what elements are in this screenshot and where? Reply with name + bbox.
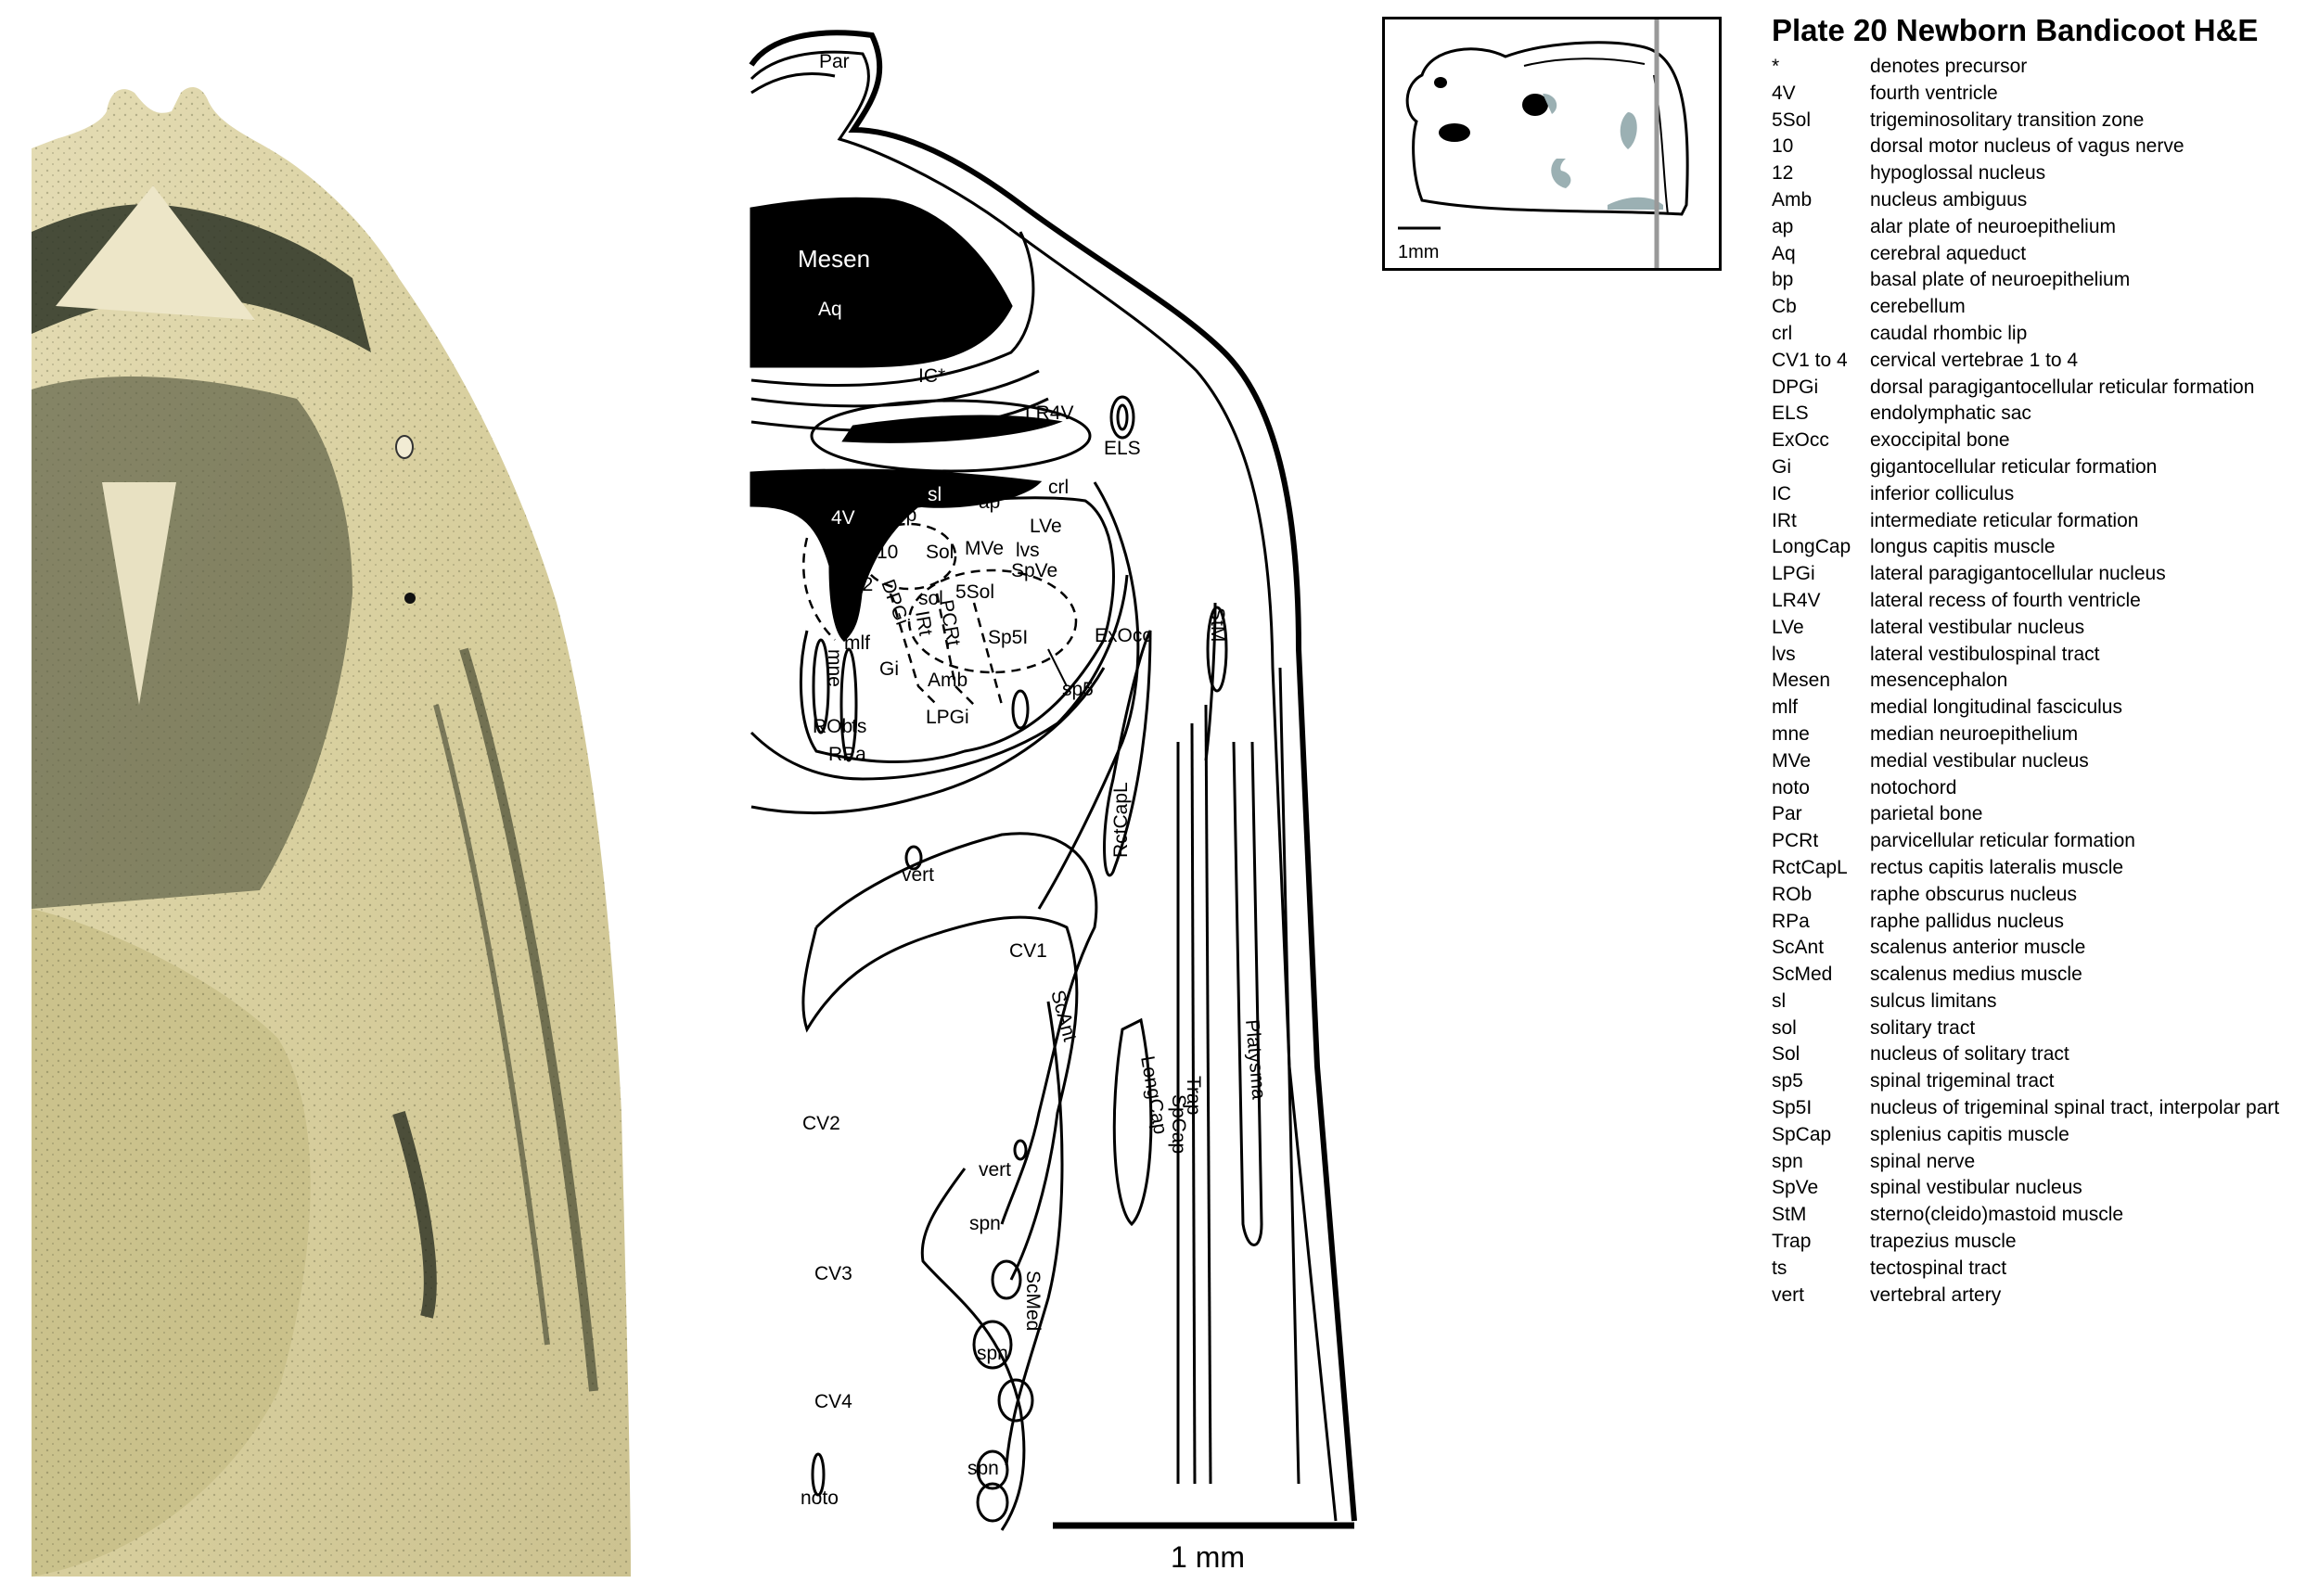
legend-abbreviation: ROb (1772, 883, 1813, 905)
legend-row (1772, 1068, 2310, 1095)
legend-row (1772, 348, 2310, 375)
legend-abbreviation: * (1772, 56, 1780, 77)
legend-row (1772, 54, 2310, 81)
legend-definition: alar plate of neuroepithelium (1870, 215, 2117, 237)
label-lpgi: LPGi (926, 707, 969, 728)
legend-row (1772, 401, 2310, 428)
label-els: ELS (1104, 438, 1141, 459)
legend-abbreviation: IRt (1772, 509, 1797, 531)
legend-abbreviation: spn (1772, 1150, 1803, 1172)
label-lr4v: LR4V (1025, 402, 1074, 424)
legend-row (1772, 134, 2310, 160)
legend-abbreviation: lvs (1772, 643, 1796, 665)
legend-definition: medial vestibular nucleus (1870, 749, 2089, 772)
legend-abbreviation: Aq (1772, 242, 1796, 264)
legend-row (1772, 1229, 2310, 1256)
legend-definition: lateral vestibulospinal tract (1870, 643, 2100, 665)
legend-definition: caudal rhombic lip (1870, 322, 2028, 344)
label-exocc: ExOcc (1095, 625, 1152, 646)
label-cv2: CV2 (802, 1113, 840, 1134)
legend-row (1772, 615, 2310, 642)
legend-definition: median neuroepithelium (1870, 722, 2079, 745)
label-lve: LVe (1030, 516, 1062, 537)
legend-definition: inferior colliculus (1870, 482, 2015, 504)
label-12: 12 (852, 574, 874, 595)
label-spn-2: spn (977, 1343, 1008, 1364)
legend-definition: dorsal motor nucleus of vagus nerve (1870, 135, 2184, 158)
legend-abbreviation: sol (1772, 1016, 1797, 1039)
legend-definition: spinal trigeminal tract (1870, 1070, 2055, 1092)
legend-row (1772, 508, 2310, 535)
legend-abbreviation: LongCap (1772, 536, 1851, 558)
legend-definition: dorsal paragigantocellular reticular formation (1870, 376, 2255, 398)
legend-row (1772, 321, 2310, 348)
legend-definition: vertebral artery (1870, 1283, 2002, 1306)
label-spcap: SpCap (1168, 1094, 1189, 1155)
legend-row (1772, 1015, 2310, 1042)
label-vert-bottom: vert (979, 1159, 1012, 1181)
legend-abbreviation: IC (1772, 482, 1791, 504)
label-5sol: 5Sol (955, 581, 995, 603)
legend-definition: fourth ventricle (1870, 82, 1998, 104)
legend-row (1772, 695, 2310, 721)
inset-head-sketch (1385, 19, 1719, 268)
legend-definition: hypoglossal nucleus (1870, 162, 2046, 185)
label-par: Par (819, 51, 850, 72)
legend-row (1772, 534, 2310, 561)
legend-abbreviation: ScAnt (1772, 937, 1825, 959)
legend-abbreviation: ExOcc (1772, 429, 1829, 452)
label-bp: bp (895, 504, 917, 526)
legend-row (1772, 1095, 2310, 1122)
legend-definition: nucleus of solitary tract (1870, 1043, 2069, 1066)
legend-definition: splenius capitis muscle (1870, 1123, 2069, 1145)
legend-row (1772, 1041, 2310, 1068)
legend-row (1772, 775, 2310, 802)
legend-row (1772, 1122, 2310, 1149)
legend-abbreviation: Sp5I (1772, 1097, 1813, 1119)
legend-abbreviation: bp (1772, 269, 1794, 291)
legend-abbreviation: Trap (1772, 1231, 1812, 1253)
label-sp5i: Sp5I (988, 627, 1029, 648)
label-cv1: CV1 (1009, 940, 1047, 962)
label-trap: Trap (1183, 1076, 1204, 1116)
legend-abbreviation: ScMed (1772, 964, 1833, 986)
legend-definition: notochord (1870, 776, 1957, 798)
legend-row (1772, 1149, 2310, 1176)
label-dpgi: DPGi (877, 576, 914, 628)
label-aq: Aq (818, 299, 842, 320)
legend-definition: spinal nerve (1870, 1150, 1976, 1172)
label-cv3: CV3 (814, 1263, 852, 1284)
legend-row (1772, 294, 2310, 321)
legend-row (1772, 561, 2310, 588)
label-spn-1: spn (969, 1213, 1001, 1234)
legend-row (1772, 160, 2310, 187)
legend-row (1772, 1175, 2310, 1202)
legend-row (1772, 1202, 2310, 1229)
legend-row (1772, 935, 2310, 962)
legend-row (1772, 642, 2310, 669)
legend-abbreviation: StM (1772, 1204, 1807, 1226)
label-stm: StM (1207, 607, 1228, 643)
label-spn-3: spn (967, 1458, 999, 1479)
label-vert-top: vert (902, 864, 935, 886)
legend-abbreviation: Sol (1772, 1043, 1800, 1066)
legend-row (1772, 214, 2310, 241)
legend-abbreviation: SpCap (1772, 1123, 1832, 1145)
legend-abbreviation: 10 (1772, 135, 1794, 158)
legend-definition: sulcus limitans (1870, 990, 1997, 1012)
label-mesen: Mesen (798, 245, 871, 273)
legend-abbreviation: mne (1772, 722, 1810, 745)
legend-row (1772, 721, 2310, 748)
label-pcrt: PCRt (935, 597, 965, 648)
legend-definition: medial longitudinal fasciculus (1870, 696, 2122, 719)
orientation-inset (1382, 17, 1722, 271)
label-scmed: ScMed (1022, 1270, 1044, 1332)
legend-abbreviation: PCRt (1772, 830, 1819, 852)
legend-abbreviation: RctCapL (1772, 856, 1848, 878)
legend-abbreviation: CV1 to 4 (1772, 349, 1848, 371)
label-longcap: LongCap (1136, 1053, 1172, 1136)
legend-abbreviation: ap (1772, 215, 1794, 237)
legend-definition: cerebral aqueduct (1870, 242, 2027, 264)
legend-abbreviation: ts (1772, 1257, 1787, 1279)
label-10: 10 (877, 542, 899, 563)
label-platysma: Platysma (1241, 1018, 1270, 1101)
legend-abbreviation: 12 (1772, 162, 1794, 185)
label-rpa: RPa (828, 744, 866, 765)
label-sp5: sp5 (1062, 679, 1094, 700)
legend-row (1772, 481, 2310, 508)
label-rob: ROb (813, 716, 853, 737)
legend-row (1772, 187, 2310, 214)
label-mlf: mlf (844, 632, 870, 654)
label-ic-bottom: IC* (918, 365, 946, 387)
label-crl: crl (1048, 477, 1070, 498)
legend-definition: raphe pallidus nucleus (1870, 910, 2064, 932)
legend-definition: cervical vertebrae 1 to 4 (1870, 349, 2079, 371)
legend-row (1772, 668, 2310, 695)
legend-definition: mesencephalon (1870, 670, 2008, 692)
legend-definition: scalenus anterior muscle (1870, 937, 2086, 959)
label-mve: MVe (965, 538, 1005, 559)
legend-abbreviation: 4V (1772, 82, 1796, 104)
label-gi: Gi (879, 658, 899, 680)
legend-abbreviation: Par (1772, 803, 1802, 825)
legend-definition: nucleus ambiguus (1870, 188, 2028, 211)
label-amb: Amb (928, 670, 968, 691)
label-sl: sl (928, 484, 942, 505)
legend-row (1772, 855, 2310, 882)
label-ts: ts (852, 716, 867, 737)
legend-definition: lateral paragigantocellular nucleus (1870, 563, 2166, 585)
legend-definition: endolymphatic sac (1870, 402, 2031, 425)
legend-definition: cerebellum (1870, 296, 1966, 318)
legend-abbreviation: vert (1772, 1283, 1805, 1306)
legend-row (1772, 748, 2310, 775)
legend-abbreviation: Cb (1772, 296, 1797, 318)
label-scant: ScAnt (1046, 988, 1081, 1044)
legend-abbreviation: MVe (1772, 749, 1812, 772)
legend-abbreviation: LPGi (1772, 563, 1815, 585)
legend-row (1772, 81, 2310, 108)
inset-scale-label: 1mm (1398, 242, 1440, 262)
legend-definition: raphe obscurus nucleus (1870, 883, 2077, 905)
legend-definition: denotes precursor (1870, 56, 2028, 77)
legend-row (1772, 828, 2310, 855)
label-ic-top: IC* (932, 245, 960, 266)
legend-row (1772, 428, 2310, 454)
legend-definition: nucleus of trigeminal spinal tract, interpolar part (1870, 1097, 2280, 1119)
label-cb: Cb* (944, 415, 978, 436)
label-spve: SpVe (1011, 560, 1058, 581)
legend-abbreviation: ELS (1772, 402, 1809, 425)
legend-row (1772, 454, 2310, 481)
legend-abbreviation: mlf (1772, 696, 1798, 719)
label-lvs: lvs (1016, 540, 1040, 561)
label-sol-nucleus: Sol (926, 542, 955, 563)
abbreviation-legend (1772, 13, 2310, 1309)
label-rctcapl: RctCapL (1110, 782, 1132, 858)
legend-abbreviation: RPa (1772, 910, 1810, 932)
legend-row (1772, 1283, 2310, 1309)
legend-row (1772, 108, 2310, 134)
legend-definition: parietal bone (1870, 803, 1983, 825)
legend-definition: gigantocellular reticular formation (1870, 455, 2158, 478)
label-noto: noto (801, 1487, 839, 1509)
legend-abbreviation: noto (1772, 776, 1810, 798)
legend-definition: intermediate reticular formation (1870, 509, 2139, 531)
label-cv4: CV4 (814, 1391, 852, 1412)
scale-bar-label: 1 mm (1171, 1540, 1245, 1574)
label-sol-tract: sol (918, 588, 943, 609)
label-4v: 4V (831, 507, 855, 529)
legend-definition: lateral recess of fourth ventricle (1870, 589, 2141, 611)
legend-abbreviation: DPGi (1772, 376, 1819, 398)
legend-row (1772, 375, 2310, 402)
legend-definition: rectus capitis lateralis muscle (1870, 856, 2124, 878)
legend-abbreviation: Amb (1772, 188, 1813, 211)
legend-definition: sterno(cleido)mastoid muscle (1870, 1204, 2124, 1226)
legend-row (1772, 801, 2310, 828)
legend-definition: trapezius muscle (1870, 1231, 2017, 1253)
legend-abbreviation: Mesen (1772, 670, 1831, 692)
legend-definition: solitary tract (1870, 1016, 1976, 1039)
legend-definition: basal plate of neuroepithelium (1870, 269, 2131, 291)
legend-abbreviation: Gi (1772, 455, 1791, 478)
legend-abbreviation: sp5 (1772, 1070, 1803, 1092)
legend-definition: tectospinal tract (1870, 1257, 2007, 1279)
legend-list (1772, 54, 2310, 1309)
legend-row (1772, 1256, 2310, 1283)
legend-abbreviation: SpVe (1772, 1177, 1819, 1199)
legend-definition: spinal vestibular nucleus (1870, 1177, 2082, 1199)
legend-row (1772, 588, 2310, 615)
legend-definition: parvicellular reticular formation (1870, 830, 2135, 852)
label-irt: IRt (911, 608, 937, 638)
legend-row (1772, 909, 2310, 936)
legend-row (1772, 989, 2310, 1015)
label-ap: ap (979, 492, 1001, 513)
legend-definition: exoccipital bone (1870, 429, 2010, 452)
label-mne: mne (824, 649, 845, 687)
legend-abbreviation: sl (1772, 990, 1787, 1012)
plate-title: Plate 20 Newborn Bandicoot H&E (1772, 13, 2259, 47)
legend-definition: trigeminosolitary transition zone (1870, 109, 2145, 131)
legend-row (1772, 267, 2310, 294)
legend-row (1772, 241, 2310, 268)
legend-row (1772, 882, 2310, 909)
legend-abbreviation: crl (1772, 322, 1793, 344)
legend-row (1772, 962, 2310, 989)
legend-abbreviation: 5Sol (1772, 109, 1812, 131)
legend-definition: lateral vestibular nucleus (1870, 616, 2085, 638)
histology-section-photo (0, 0, 640, 1596)
legend-definition: longus capitis muscle (1870, 536, 2056, 558)
legend-definition: scalenus medius muscle (1870, 964, 2082, 986)
legend-abbreviation: LR4V (1772, 589, 1821, 611)
legend-abbreviation: LVe (1772, 616, 1804, 638)
